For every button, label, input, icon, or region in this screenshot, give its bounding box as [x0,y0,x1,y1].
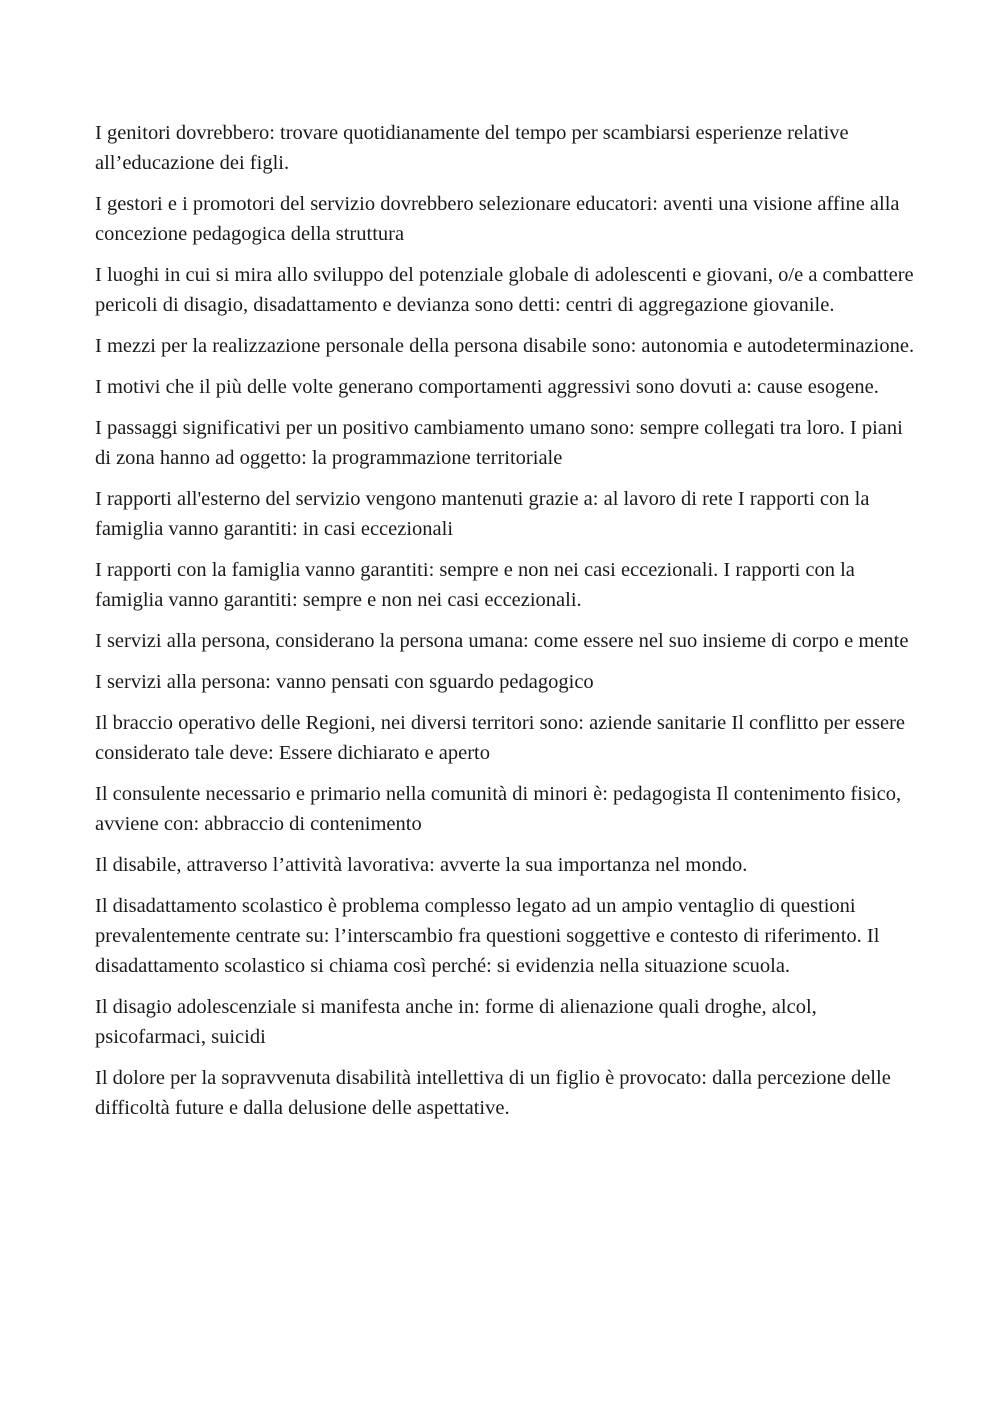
paragraph: I luoghi in cui si mira allo sviluppo del potenziale globale di adolescenti e giovani, o/e a combattere pericoli di disagio, disadattamento e devianza sono detti: centri di aggregazione giovanile. [95,264,914,316]
paragraph: Il disagio adolescenziale si manifesta anche in: forme di alienazione quali droghe, alcol, psicofarmaci, suicidi [95,996,817,1048]
paragraph: I servizi alla persona: vanno pensati con sguardo pedagogico [95,671,594,693]
paragraph: I rapporti all'esterno del servizio vengono mantenuti grazie a: al lavoro di rete I rapporti con la famiglia vanno garantiti: in casi eccezionali [95,488,870,540]
paragraph: Il consulente necessario e primario nella comunità di minori è: pedagogista Il contenimento fisico, avviene con: abbraccio di contenimento [95,783,902,835]
paragraph: I genitori dovrebbero: trovare quotidianamente del tempo per scambiarsi esperienze relative all’educazione dei figli. [95,122,849,174]
paragraph: I servizi alla persona, considerano la persona umana: come essere nel suo insieme di corpo e mente [95,630,909,652]
paragraph: I passaggi significativi per un positivo cambiamento umano sono: sempre collegati tra loro. I piani di zona hanno ad oggetto: la programmazione territoriale [95,417,903,469]
paragraph: I gestori e i promotori del servizio dovrebbero selezionare educatori: aventi una visione affine alla concezione pedagogica della struttura [95,193,900,245]
paragraph: Il dolore per la sopravvenuta disabilità intellettiva di un figlio è provocato: dalla percezione delle difficoltà future e dalla delusione delle aspettative. [95,1067,891,1119]
paragraph: Il disadattamento scolastico è problema complesso legato ad un ampio ventaglio di questioni prevalentemente centrate su: l’interscambio fra questioni soggettive e contesto di riferimento. Il disadattamento scolastico si chiama così perché: si evidenzia nella situazione scuola. [95,895,880,977]
paragraph: I motivi che il più delle volte generano comportamenti aggressivi sono dovuti a: cause esogene. [95,376,879,398]
paragraph: Il disabile, attraverso l’attività lavorativa: avverte la sua importanza nel mondo. [95,854,748,876]
paragraph: I mezzi per la realizzazione personale della persona disabile sono: autonomia e autodeterminazione. [95,335,915,357]
paragraph: I rapporti con la famiglia vanno garantiti: sempre e non nei casi eccezionali. I rapporti con la famiglia vanno garantiti: sempre e non nei casi eccezionali. [95,559,855,611]
document-body [95,118,915,1134]
paragraph: Il braccio operativo delle Regioni, nei diversi territori sono: aziende sanitarie Il conflitto per essere considerato tale deve: Essere dichiarato e aperto [95,712,906,764]
